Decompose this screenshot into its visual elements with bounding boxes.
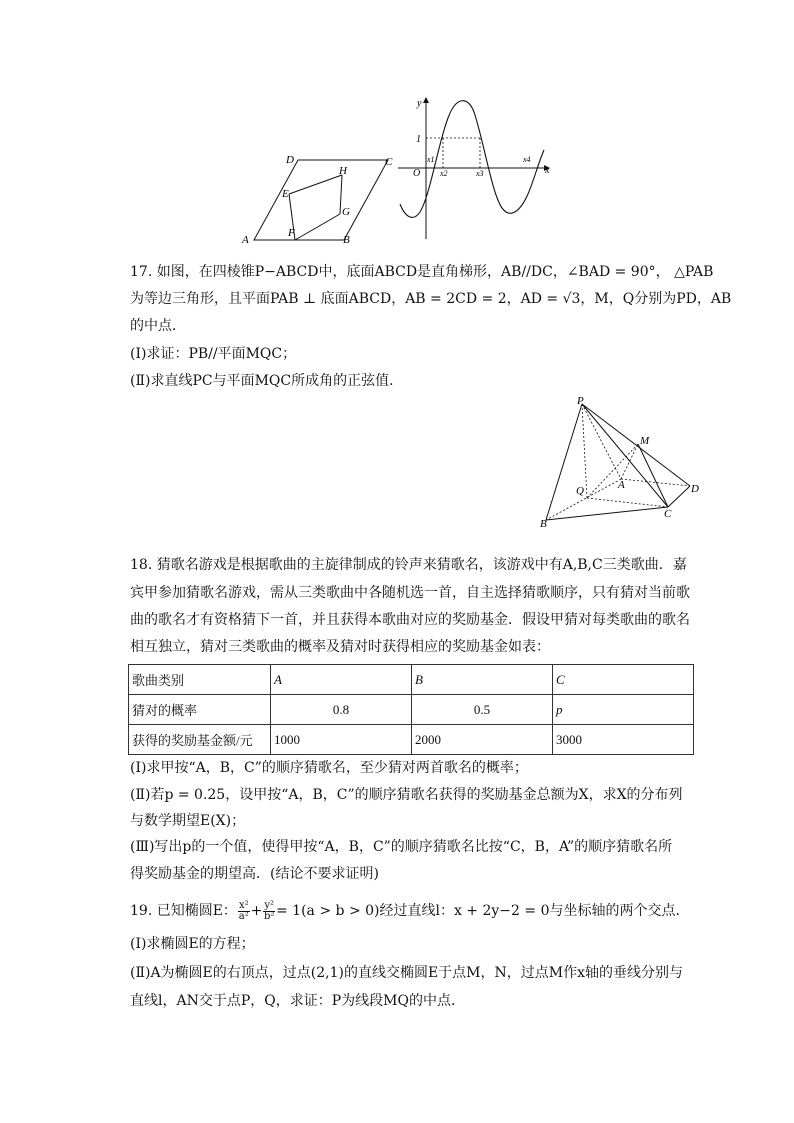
edge-pb bbox=[546, 404, 582, 520]
table-header-row bbox=[129, 665, 694, 695]
segment-mc bbox=[638, 444, 668, 507]
label-e: E bbox=[282, 188, 289, 200]
table-cell: 0.5 bbox=[412, 695, 553, 725]
label-m: M bbox=[640, 435, 650, 447]
q18-line3: 曲的歌名才有资格猜下一首，并且获得本歌曲对应的奖励基金．假设甲猜对每类歌曲的歌名 bbox=[130, 612, 690, 628]
label-a: A bbox=[242, 234, 249, 246]
frac-numerator: y² bbox=[264, 899, 274, 911]
edge-bc bbox=[546, 507, 668, 520]
label-d-pyr: D bbox=[691, 483, 699, 495]
q19-suffix: = 1(a > b > 0)经过直线l：x + 2y−2 = 0与坐标轴的两个交点． bbox=[276, 903, 690, 919]
edge-pc bbox=[582, 404, 668, 507]
label-origin: O bbox=[413, 168, 421, 179]
fraction-x2-a2 bbox=[238, 901, 250, 922]
table-header-cell: B bbox=[412, 665, 553, 695]
table-header-cell: C bbox=[553, 665, 694, 695]
segment-qc bbox=[587, 498, 668, 507]
label-b-pyr: B bbox=[540, 518, 547, 530]
q19-line1 bbox=[130, 898, 690, 924]
q18-part2b: 与数学期望E(X)； bbox=[130, 813, 246, 829]
table-header-cell: 歌曲类别 bbox=[129, 665, 271, 695]
label-x2: x2 bbox=[440, 169, 448, 178]
segment-qm bbox=[587, 444, 638, 498]
frac-denominator: a² bbox=[238, 910, 249, 922]
label-q: Q bbox=[576, 485, 584, 497]
table-cell: 获得的奖励基金额/元 bbox=[129, 725, 271, 755]
label-x1: x1 bbox=[427, 155, 435, 164]
edge-pd bbox=[582, 404, 690, 486]
segment-pq bbox=[582, 404, 587, 498]
q19-part1: (Ⅰ)求椭圆E的方程； bbox=[130, 936, 255, 952]
table-cell: 2000 bbox=[412, 725, 553, 755]
label-c-pyr: C bbox=[664, 508, 672, 520]
frac-denominator: b² bbox=[263, 910, 275, 922]
table-cell: 3000 bbox=[553, 725, 694, 755]
table-cell: 0.8 bbox=[271, 695, 412, 725]
q18-part3a: (Ⅲ)写出p的一个值，使得甲按“A，B，C”的顺序猜歌名比按“C，B，A”的顺序猜歌名所 bbox=[130, 839, 673, 855]
label-one: 1 bbox=[416, 134, 421, 145]
label-f: F bbox=[288, 227, 295, 239]
fraction-y2-b2 bbox=[263, 901, 275, 922]
label-x3: x3 bbox=[476, 169, 484, 178]
segment-fg bbox=[295, 214, 340, 240]
segment-eh bbox=[289, 175, 342, 194]
q17-line2: 为等边三角形，且平面PAB ⊥ 底面ABCD，AB = 2CD = 2，AD = √3，M，Q分别为PD，AB bbox=[130, 291, 732, 307]
label-p: P bbox=[577, 395, 584, 407]
q19-part2a: (Ⅱ)A为椭圆E的右顶点，过点(2,1)的直线交椭圆E于点M，N，过点M作x轴的垂线分别与 bbox=[130, 965, 683, 981]
q18-line1: 18. 猜歌名游戏是根据歌曲的主旋律制成的铃声来猜歌名，该游戏中有A,B,C三类歌曲．嘉 bbox=[130, 557, 687, 573]
table-row bbox=[129, 695, 694, 725]
label-b: B bbox=[343, 234, 350, 246]
q17-line3: 的中点． bbox=[130, 318, 186, 334]
table-row bbox=[129, 725, 694, 755]
label-a-pyr: A bbox=[618, 479, 625, 491]
frac-numerator: x² bbox=[238, 899, 249, 911]
q19-prefix: 19. 已知椭圆E： bbox=[130, 903, 237, 919]
table-cell: 猜对的概率 bbox=[129, 695, 271, 725]
q17-part1: (Ⅰ)求证：PB//平面MQC； bbox=[130, 346, 297, 362]
parallelogram-abcd bbox=[254, 160, 388, 240]
q17-line1: 17. 如图，在四棱锥P−ABCD中，底面ABCD是直角梯形，AB//DC，∠BAD = 90°， △PAB bbox=[130, 264, 714, 280]
q18-line4: 相互独立，猜对三类歌曲的概率及猜对时获得相应的奖励基金如表： bbox=[130, 639, 550, 655]
q17-part2: (Ⅱ)求直线PC与平面MQC所成角的正弦值． bbox=[130, 373, 404, 389]
label-h: H bbox=[339, 165, 347, 177]
q18-part2a: (Ⅱ)若p = 0.25，设甲按“A，B，C”的顺序猜歌名获得的奖励基金总额为X，求X的分布列 bbox=[130, 787, 683, 803]
label-c: C bbox=[385, 156, 393, 168]
table-header-cell: A bbox=[271, 665, 412, 695]
label-d: D bbox=[286, 154, 294, 166]
label-y: y bbox=[417, 98, 422, 109]
pyramid-figure bbox=[536, 394, 708, 530]
sine-graph bbox=[398, 97, 550, 239]
top-figures bbox=[230, 94, 560, 246]
q18-part1: (Ⅰ)求甲按“A，B，C”的顺序猜歌名，至少猜对两首歌名的概率； bbox=[130, 760, 528, 776]
edge-cd bbox=[668, 486, 690, 507]
label-x4: x4 bbox=[523, 155, 531, 164]
q19-part2b: 直线l，AN交于点P，Q，求证：P为线段MQ的中点． bbox=[130, 993, 465, 1009]
q18-part3b: 得奖励基金的期望高．(结论不要求证明) bbox=[130, 866, 379, 882]
label-x: x bbox=[545, 165, 550, 176]
table-cell: 1000 bbox=[271, 725, 412, 755]
q18-line2: 宾甲参加猜歌名游戏，需从三类歌曲中各随机选一首，自主选择猜歌顺序，只有猜对当前歌 bbox=[130, 585, 690, 601]
table-cell: p bbox=[553, 695, 694, 725]
parallelogram-figure bbox=[254, 160, 388, 240]
plus-sign: + bbox=[250, 903, 263, 919]
y-axis-arrow bbox=[423, 97, 429, 103]
prize-table bbox=[128, 664, 694, 755]
label-g: G bbox=[342, 206, 350, 218]
